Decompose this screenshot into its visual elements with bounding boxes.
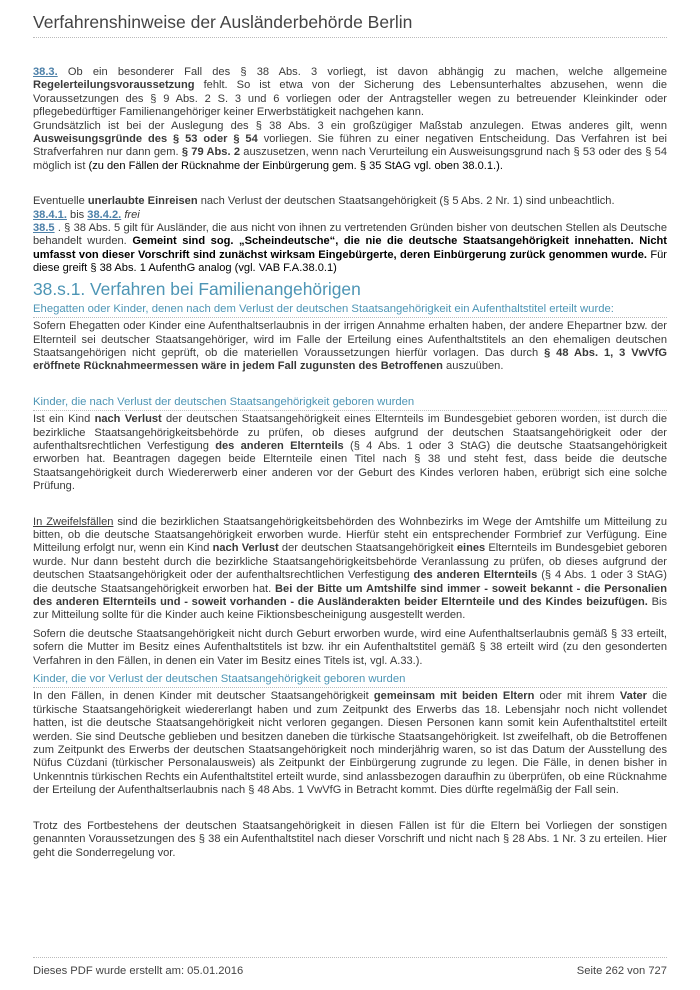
paragraph-38-5: 38.5 . § 38 Abs. 5 gilt für Ausländer, die aus nicht von ihnen zu vertretenden Gründen bisher von deutschen Stellen als Deutsche behandelt wurden. Gemeint sind sog. „Scheindeutsche“, die nie die deutsche Staatsangehörigkeit innehatten. Nicht umfasst von dieser Vorschrift sind zunächst wirksam Eingebürgerte, deren Einbürgerung zurück genommen wurde. Für diese greift § 38 Abs. 1 AufenthG analog (vgl. VAB F.A.38.0.1) bbox=[33, 222, 667, 275]
footer-divider bbox=[33, 957, 667, 958]
paragraph-38-4-frei: 38.4.1. bis 38.4.2. frei bbox=[33, 208, 140, 221]
link-38-5[interactable]: 38.5 bbox=[33, 222, 55, 235]
paragraph-fortbestehen: Trotz des Fortbestehens der deutschen Staatsangehörigkeit in diesen Fällen ist für die Eltern bei Vorliegen der sonstigen genannten Voraussetzungen des § 38 ein Aufenthaltstitel nach dieser Vorschrift und nicht nach § 28 Abs. 1 Nr. 3 zu erteilen. Hier geht die Sonderregelung vor. bbox=[33, 819, 667, 859]
subheading-vor-verlust: Kinder, die vor Verlust der deutschen Staatsangehörigkeit geboren wurden bbox=[33, 673, 667, 688]
link-38-4-2[interactable]: 38.4.2. bbox=[87, 208, 122, 221]
subheading-nach-verlust: Kinder, die nach Verlust der deutschen Staatsangehörigkeit geboren wurden bbox=[33, 396, 667, 411]
paragraph-geburt: Sofern die deutsche Staatsangehörigkeit nicht durch Geburt erworben wurde, wird eine Aufenthaltserlaubnis gemäß § 33 erteilt, sofern die Mutter im Besitz eines Aufenthaltstitels ist bzw. ihr ein Aufenthaltstitel gemäß § 38 erteilt wird (zu den gesonderten Verfahren in den Fällen, in denen ein Vater im Besitz eines Titels ist, vgl. A.33.). bbox=[33, 627, 667, 667]
paragraph-einreisen: Eventuelle unerlaubte Einreisen nach Verlust der deutschen Staatsangehörigkeit (§ 5 Abs. 2 Nr. 1) sind unbeachtlich. bbox=[33, 195, 615, 208]
page-header-title: Verfahrenshinweise der Ausländerbehörde Berlin bbox=[33, 12, 413, 32]
header-divider bbox=[33, 37, 667, 38]
paragraph-vor-verlust: In den Fällen, in denen Kinder mit deutscher Staatsangehörigkeit gemeinsam mit beiden Eltern oder mit ihrem Vater die türkische Staatsangehörigkeit wiedererlangt haben und zum Zeitpunkt des Erwerbs das 18. Lebensjahr noch nicht vollendet hatten, ist die deutsche Staatsangehörigkeit nicht verloren gegangen. Diesen Personen kann somit kein Aufenthaltstitel erteilt werden. Sie sind Deutsche geblieben und besitzen daneben die türkische Staatsangehörigkeit. Ist zweifelhaft, ob die Betroffenen zum Zeitpunkt des Erwerbs der deutschen Staatsangehörigkeit noch minderjährig waren, so ist das Datum der Ausstellung des Nüfus Cüzdani (türkischer Personalausweis) als Zeitpunkt der Einbürgerung zugrunde zu legen. Die Fälle, in denen bisher in Unkenntnis türkischen Rechts ein Aufenthaltstitel erteilt wurde, sind anlassbezogen daraufhin zu überprüfen, ob eine Rücknahme der Erteilung der Aufenthaltserlaubnis nach § 48 Abs. 1 VwVfG in Betracht kommt. Dies dürfte regelmäßig der Fall sein. bbox=[33, 690, 667, 797]
paragraph-nach-verlust: Ist ein Kind nach Verlust der deutschen Staatsangehörigkeit eines Elternteils im Bundesgebiet geboren worden, ist durch die bezirkliche Staatsangehörigkeitsbehörde zu prüfen, ob dieses aufgrund der deutschen Staatsangehörigkeit oder der aufenthaltsrechtlichen Verfestigung des anderen Elternteils (§ 4 Abs. 1 oder 3 StAG) die deutsche Staatsangehörigkeit erworben hat. Beantragen dagegen beide Elternteile einen Titel nach § 38 und steht fest, dass beide die deutsche Staatsangehörigkeit durch Wiedererwerb einer anderen vor der Geburt des Kindes verloren haben, erübrigt sich eine solche Prüfung. bbox=[33, 413, 667, 493]
document-body bbox=[33, 66, 667, 860]
section-title: 38.s.1. Verfahren bei Familienangehörigen bbox=[33, 278, 361, 299]
paragraph-ehegatten: Sofern Ehegatten oder Kinder eine Aufenthaltserlaubnis in der irrigen Annahme erhalten haben, der andere Ehepartner bzw. der Elternteil sei deutscher Staatsangehöriger, wird im Falle der Erteilung eines Aufenthaltstitels an den ehemaligen deutschen Staatsangehörigen nicht geprüft, ob die materiellen Voraussetzungen hierfür vorlagen. Das durch § 48 Abs. 1, 3 VwVfG eröffnete Rücknahmeermessen wäre in jedem Fall zugunsten des Betroffenen auszuüben. bbox=[33, 320, 667, 373]
footer-created-date: Dieses PDF wurde erstellt am: 05.01.2016 bbox=[33, 965, 244, 977]
subheading-ehegatten: Ehegatten oder Kinder, denen nach dem Verlust der deutschen Staatsangehörigkeit ein Aufenthaltstitel erteilt wurde: bbox=[33, 303, 667, 318]
paragraph-zweifelsfaelle: In Zweifelsfällen sind die bezirklichen Staatsangehörigkeitsbehörden des Wohnbezirks im Wege der Amtshilfe um Mitteilung zu bitten, ob die deutsche Staatsangehörigkeit erworben wurde. Hierfür steht ein entsprechender Formbrief zur Verfügung. Eine Mitteilung erfolgt nur, wenn ein Kind nach Verlust der deutschen Staatsangehörigkeit eines Elternteils im Bundesgebiet geboren wurde. Nur dann besteht durch die bezirkliche Staatsangehörigkeitsbehörde Veranlassung zu prüfen, ob dieses aufgrund der deutschen Staatsangehörigkeit oder der aufenthaltsrechtlichen Verfestigung des anderen Elternteils (§ 4 Abs. 1 oder 3 StAG) die deutsche Staatsangehörigkeit erworben hat. Bei der Bitte um Amtshilfe sind immer - soweit bekannt - die Personalien des anderen Elternteils und - soweit vorhanden - die Ausländerakten beider Elternteile und des Kindes beizufügen. Bis zur Mitteilung sollte für die Kinder auch keine Fiktionsbescheinigung ausgestellt werden. bbox=[33, 515, 668, 622]
paragraph-auslegung: Grundsätzlich ist bei der Auslegung des § 38 Abs. 3 ein großzügiger Maßstab anzulegen. Etwas anderes gilt, wenn Ausweisungsgründe des § 53 oder § 54 vorliegen. Sie führen zu einer negativen Entscheidung. Das Verfahren ist bei Strafverfahren nur dann gem. § 79 Abs. 2 auszusetzen, wenn nach Verurteilung ein Ausweisungsgrund nach § 53 oder des § 54 möglich ist (zu den Fällen der Rücknahme der Einbürgerung gem. § 35 StAG vgl. oben 38.0.1.). bbox=[33, 119, 667, 172]
link-38-4-1[interactable]: 38.4.1. bbox=[33, 208, 67, 221]
paragraph-38-3: 38.3. Ob ein besonderer Fall des § 38 Abs. 3 vorliegt, ist davon abhängig zu machen, welche allgemeine Regelerteilungsvoraussetzung fehlt. So ist etwa von der Sicherung des Lebensunterhaltes abzusehen, wenn die Voraussetzungen des § 9 Abs. 2 S. 3 und 6 vorliegen oder der Antragsteller wegen zu betreuender Kleinkinder oder pflegebedürftiger Familienangehöriger keiner Erwerbstätigkeit nachgehen kann. bbox=[33, 66, 667, 119]
footer-page-number: Seite 262 von 727 bbox=[576, 965, 667, 977]
link-38-3[interactable]: 38.3. bbox=[33, 66, 58, 78]
